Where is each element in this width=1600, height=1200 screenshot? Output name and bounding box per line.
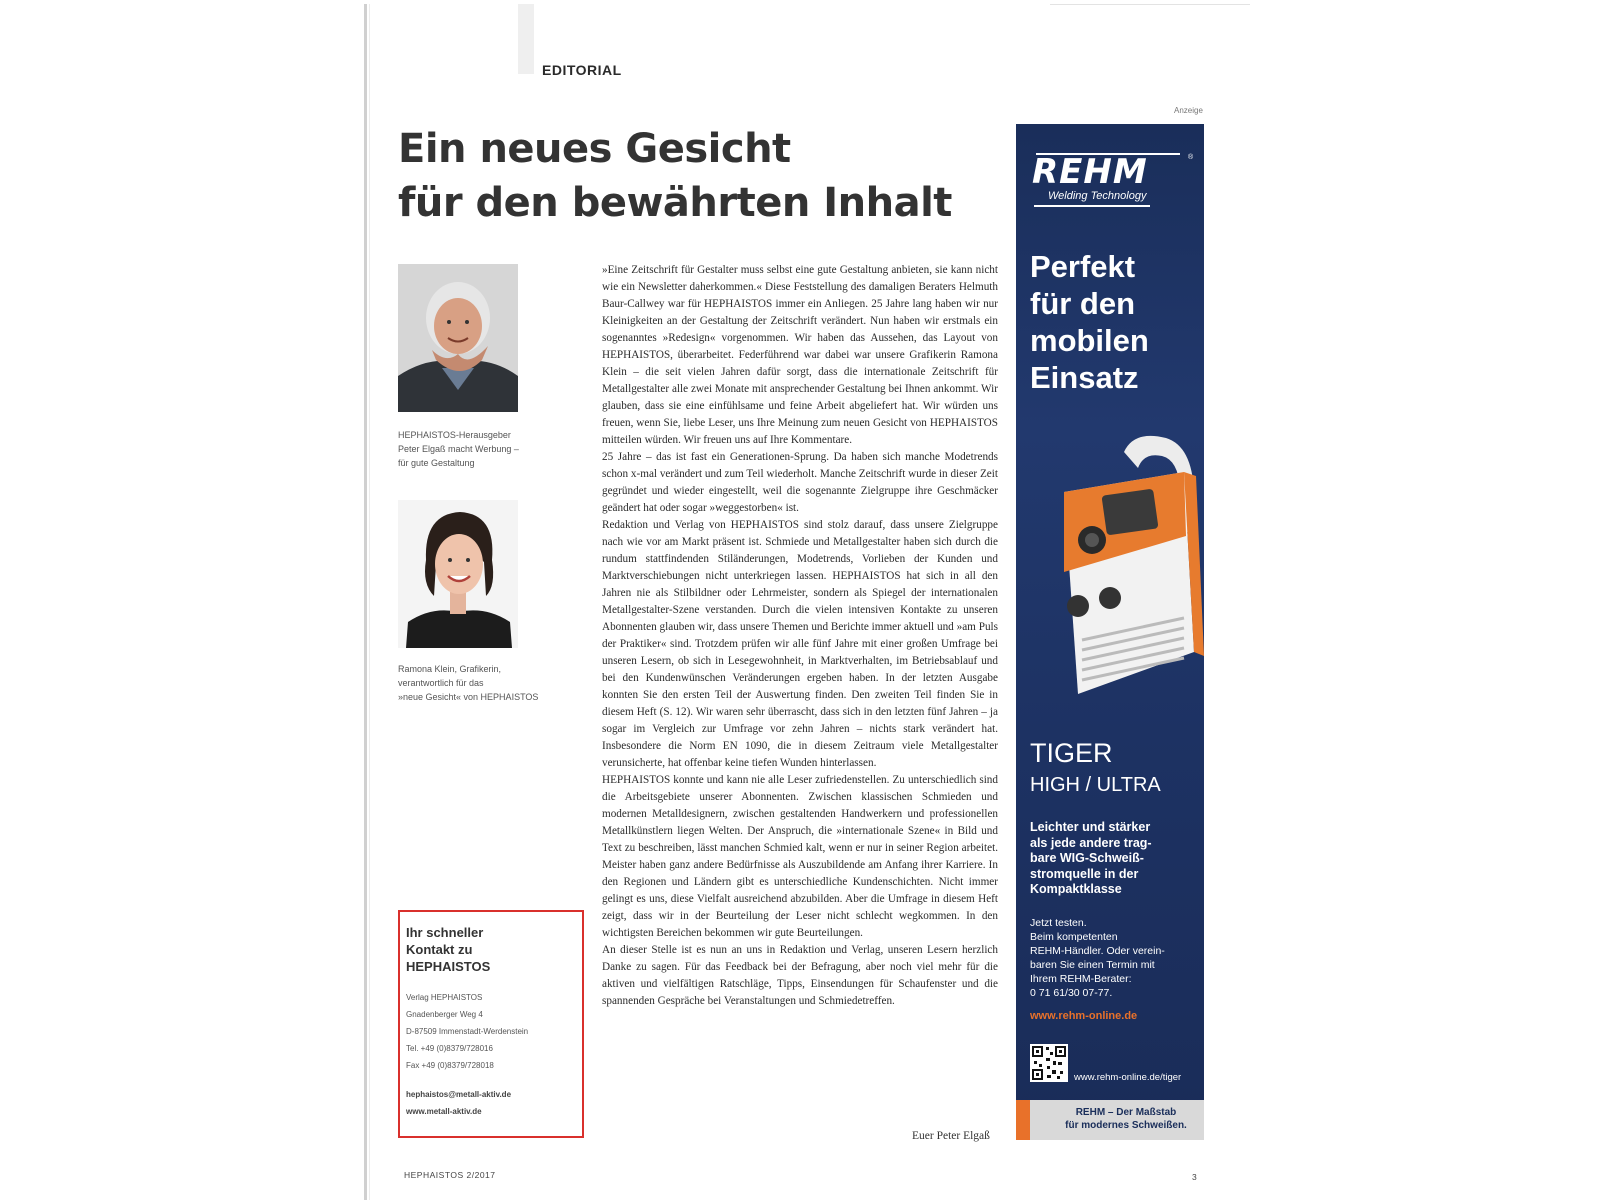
contact-title-line: Kontakt zu (406, 942, 473, 957)
article-body (602, 262, 998, 1010)
portrait-woman-icon (398, 500, 518, 648)
paragraph: »Eine Zeitschrift für Gestalter muss selbst eine gute Gestaltung anbieten, sie kann nicht wie ein Newsletter daherkommen.« Diese Feststellung des damaligen Beraters Helmuth Baur-Callwey war für HEPHAISTOS immer ein Anliegen. 25 Jahre lang haben wir nur Kleinigkeiten an der Gestaltung der Zeitschrift verändert. Nun haben wir erstmals ein sogenanntes »Redesign« vorgenommen. Wir haben das Aussehen, das Layout von HEPHAISTOS, überarbeitet. Federführend war dabei war unsere Grafikerin Ramona Klein – die seit vielen Jahren dafür sorgt, dass die internationale Zeitschrift für Metallgestalter alle zwei Monate mit ansprechender Gestaltung bei Ihnen ankommt. Wir glauben, dass sie eine einfühlsame und feine Arbeit abgeliefert hat. Wir würden uns freuen, wenn Sie, liebe Leser, uns Ihre Meinung zum neuen Gesicht von HEPHAISTOS mitteilen würden. Wir freuen uns auf Ihre Kommentare. (602, 264, 998, 446)
ad-cta-line: Jetzt testen. (1030, 917, 1087, 929)
ad-label: Anzeige (1174, 106, 1203, 115)
ad-headline-line: Einsatz (1030, 360, 1139, 395)
ad-headline-line: für den (1030, 286, 1136, 321)
contact-web-link[interactable]: www.metall-aktiv.de (406, 1107, 482, 1116)
caption-line: »neue Gesicht« von HEPHAISTOS (398, 692, 539, 702)
headline-line-1: Ein neues Gesicht (398, 126, 791, 172)
caption-photo-1 (398, 428, 548, 470)
contact-street: Gnadenberger Weg 4 (406, 1010, 483, 1019)
ad-headline-line: Perfekt (1030, 249, 1136, 284)
advertisement[interactable] (1016, 124, 1204, 1140)
brand-subtitle: Welding Technology (1048, 190, 1147, 202)
top-rule (1050, 4, 1250, 5)
headline-line-2: für den bewährten Inhalt (398, 180, 952, 226)
footer-issue: HEPHAISTOS 2/2017 (404, 1170, 496, 1180)
caption-line: Ramona Klein, Grafikerin, (398, 664, 502, 674)
contact-fax: Fax +49 (0)8379/728018 (406, 1061, 494, 1070)
ad-headline (1030, 248, 1149, 396)
caption-line: verantwortlich für das (398, 678, 484, 688)
ad-footer-line: für modernes Schweißen. (1065, 1120, 1187, 1131)
welding-machine-icon (1034, 432, 1204, 722)
ad-cta-line: Beim kompetenten (1030, 931, 1118, 943)
tab-mark (518, 4, 534, 74)
ad-copy-line: stromquelle in der (1030, 866, 1139, 881)
contact-phone: Tel. +49 (0)8379/728016 (406, 1044, 493, 1053)
ad-footer-stripe (1016, 1100, 1030, 1140)
ad-copy-line: Kompaktklasse (1030, 882, 1122, 896)
ad-footer (1016, 1100, 1204, 1140)
signature: Euer Peter Elgaß (912, 1130, 990, 1142)
product-name: TIGER (1030, 738, 1113, 768)
caption-line: HEPHAISTOS-Herausgeber (398, 430, 511, 440)
ad-copy-line: bare WIG-Schweiß- (1030, 851, 1144, 865)
contact-publisher: Verlag HEPHAISTOS (406, 993, 483, 1002)
caption-photo-2 (398, 662, 548, 704)
ad-website-link[interactable]: www.rehm-online.de (1030, 1010, 1138, 1022)
paragraph: Redaktion und Verlag von HEPHAISTOS sind stolz darauf, dass unsere Zielgruppe nach wie vor am Markt präsent ist. Schmiede und Metallgestalter haben sich durch die rundum stattfindenden Stiländerungen, Modetrends, Vorlieben der Kunden und Marktverschiebungen nicht unterkriegen lassen. HEPHAISTOS hat sich in all den Jahren nie als Stilbildner oder Lehrmeister, sondern als Spiegel der internationalen Metallgestalter-Szene verstanden. Durch die vielen intensiven Kontakte zu unseren Abonnenten glauben wir, dass unsere Themen und Berichte immer aktuell und »am Puls der Praktiker« sind. Trotzdem prüfen wir alle fünf Jahre mit einer großen Umfrage bei unseren Lesern, ob sich in Lesegewohnheit, in Marktverhalten, im Betriebsablauf und bei den Kundenwünschen Veränderungen ergeben haben. In der letzten Ausgabe konnten Sie den ersten Teil der Auswertung finden. Den zweiten Teil finden Sie in diesem Heft (S. 12). Wir waren sehr überrascht, dass sich in den letzten fünf Jahren – ja sogar im Vergleich zur Umfrage vor zehn Jahren – nichts stark verändert hat. Insbesondere die Norm EN 1090, die in diesem Zeitraum viele Metallgestalter verunsicherte, hat offenbar keine tiefen Wunden hinterlassen. (602, 519, 998, 769)
contact-city: D-87509 Immenstadt-Werdenstein (406, 1027, 529, 1036)
photo-peter-elgass (398, 264, 518, 412)
caption-line: Peter Elgaß macht Werbung – (398, 444, 519, 454)
page-edge-shadow (369, 4, 370, 1200)
ad-cta-line: REHM-Händler. Oder verein- (1030, 945, 1165, 957)
contact-gap (406, 1074, 582, 1086)
contact-email-link[interactable]: hephaistos@metall-aktiv.de (406, 1090, 512, 1099)
contact-title-line: Ihr schneller (406, 925, 484, 940)
ad-cta-line: 0 71 61/30 07-77. (1030, 987, 1113, 999)
brand-name: REHM (1032, 152, 1148, 192)
ad-copy (1030, 820, 1152, 898)
photo-ramona-klein (398, 500, 518, 648)
ad-copy-line: Leichter und stärker (1030, 820, 1151, 834)
ad-call-to-action (1030, 916, 1165, 1000)
qr-code-icon[interactable] (1030, 1044, 1068, 1082)
ad-footer-line: REHM – Der Maßstab (1075, 1107, 1177, 1118)
caption-line: für gute Gestaltung (398, 458, 475, 468)
ad-cta-line: Ihrem REHM-Berater: (1030, 973, 1132, 985)
page-edge (364, 4, 367, 1200)
contact-box (398, 910, 584, 1138)
ad-footer-text (1056, 1106, 1196, 1132)
page-number: 3 (1192, 1172, 1197, 1182)
ad-headline-line: mobilen (1030, 323, 1149, 358)
headline (398, 122, 958, 230)
ad-copy-line: als jede andere trag- (1030, 835, 1152, 850)
ad-cta-line: baren Sie einen Termin mit (1030, 959, 1155, 971)
paragraph: 25 Jahre – das ist fast ein Generationen-Sprung. Da haben sich manche Modetrends schon x-mal verändert und zum Teil wiederholt. Manche Zeitschrift wurde in dieser Zeit gegründet und wieder eingestellt, weil die sogenannte Zielgruppe ihre Geschmäcker geändert hat oder sogar »weggestorben« ist. (602, 451, 998, 514)
qr-url-link[interactable]: www.rehm-online.de/tiger (1074, 1072, 1182, 1083)
product-variant: HIGH / ULTRA (1030, 774, 1161, 796)
paragraph: HEPHAISTOS konnte und kann nie alle Leser zufriedenstellen. Zu unterschiedlich sind die Arbeitsgebiete unserer Abonnenten. Zwischen klassischen Schmieden und modernen Metalldesignern, zwischen gestaltenden Handwerkern und professionellen Metallkünstlern liegen Welten. Der Anspruch, die »internationale Szene« in Bild und Text zu beschreiben, lässt manchen Schmied kalt, wenn er nur in seiner Region arbeitet. Meister haben ganz andere Bedürfnisse als Auszubildende am Anfang ihrer Karriere. In den Regionen und Ländern gibt es unterschiedliche Kundenschichten. Nicht immer gelingt es uns, diese Vielfalt ausreichend abzubilden. Aber die Umfrage in diesem Heft zeigt, dass wir in der Beurteilung der Leser nicht schlecht wegkommen. In den wichtigsten Bereichen bekommen wir gute Beurteilungen. (602, 774, 998, 939)
contact-title (406, 924, 582, 975)
paragraph: An dieser Stelle ist es nun an uns in Redaktion und Verlag, unseren Lesern herzlich Danke zu sagen. Für das Feedback bei der Befragung, aber noch viel mehr für die aktiven und vielfältigen Ratschläge, Tipps, Einsendungen für Schaufenster und die spannenden Gespräche bei Veranstaltungen und Schmiedetreffen. (602, 944, 998, 1007)
portrait-man-icon (398, 264, 518, 412)
section-label: EDITORIAL (542, 62, 622, 78)
registered-mark: ® (1188, 154, 1194, 161)
contact-title-line: HEPHAISTOS (406, 959, 491, 974)
